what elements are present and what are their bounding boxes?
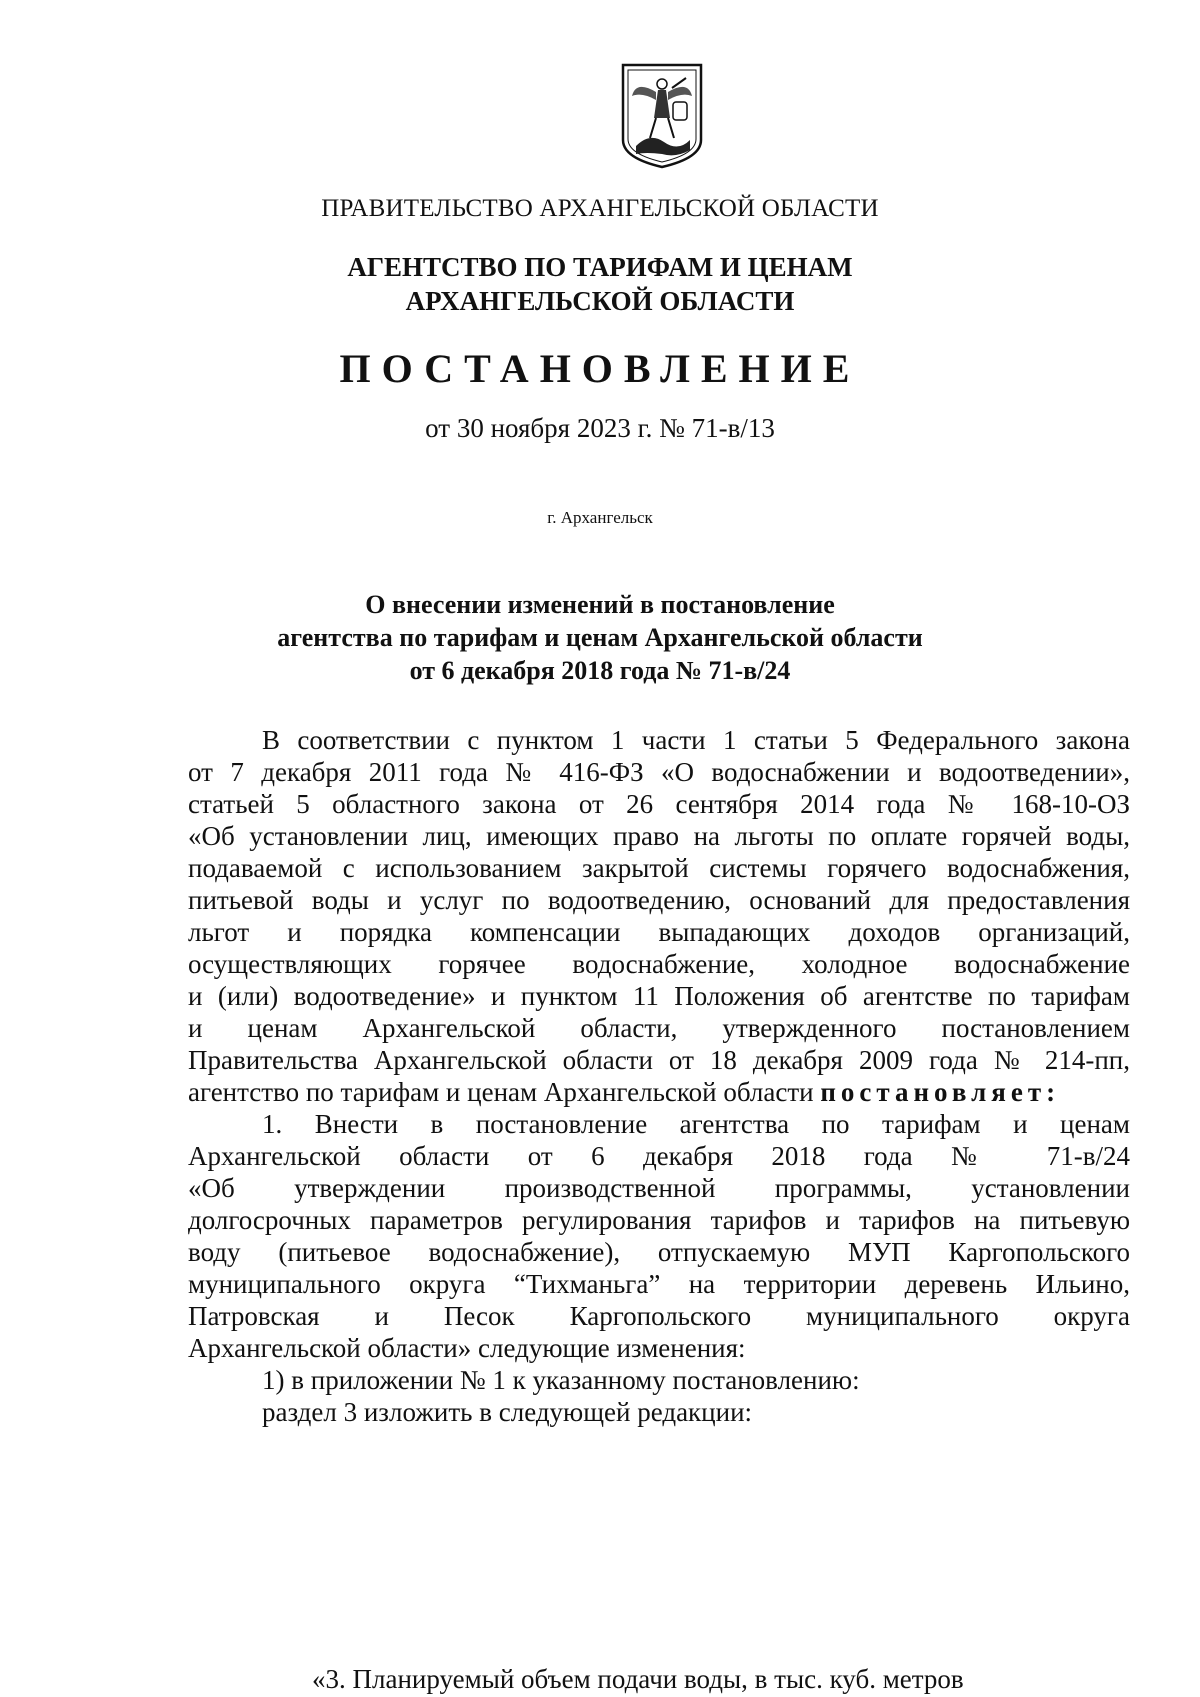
text-line: льгот и порядка компенсации выпадающих доходов организаций,	[188, 917, 1130, 947]
coat-of-arms-emblem	[620, 62, 704, 170]
text-line: 1. Внести в постановление агентства по тарифам и ценам	[262, 1109, 1130, 1139]
section-3-title: «3. Планируемый объем подачи воды, в тыс. куб. метров	[312, 1664, 964, 1694]
text-line: муниципального округа “Тихманьга” на территории деревень Ильино,	[188, 1269, 1130, 1299]
agency-name-line2: АРХАНГЕЛЬСКОЙ ОБЛАСТИ	[405, 286, 795, 316]
agency-name-line1: АГЕНТСТВО ПО ТАРИФАМ И ЦЕНАМ	[347, 252, 853, 282]
text-line: Архангельской области от 6 декабря 2018 года № 71-в/24	[188, 1141, 1130, 1171]
decree-line	[188, 1076, 1130, 1108]
text-line: питьевой воды и услуг по водоотведению, оснований для предоставления	[188, 885, 1130, 915]
text-line: от 7 декабря 2011 года № 416-ФЗ «О водоснабжении и водоотведении»,	[188, 757, 1130, 787]
text-line: статьей 5 областного закона от 26 сентября 2014 года № 168-10-ОЗ	[188, 789, 1130, 819]
text-line: и ценам Архангельской области, утвержденного постановлением	[188, 1013, 1130, 1043]
decree-line-text: агентство по тарифам и ценам Архангельской области	[188, 1077, 814, 1107]
preamble-paragraph	[188, 724, 1130, 1108]
subject-line3: от 6 декабря 2018 года № 71-в/24	[409, 656, 791, 685]
decree-word: постановляет:	[820, 1077, 1061, 1107]
document-city: г. Архангельск	[547, 508, 653, 527]
text-line: «Об утверждении производственной программы, установлении	[188, 1173, 1130, 1203]
text-line: долгосрочных параметров регулирования тарифов и тарифов на питьевую	[188, 1205, 1130, 1235]
subject-line1: О внесении изменений в постановление	[365, 590, 835, 619]
subitem-line: 1) в приложении № 1 к указанному постановлению:	[262, 1365, 860, 1395]
document-type: ПОСТАНОВЛЕНИЕ	[339, 346, 861, 391]
text-line: воду (питьевое водоснабжение), отпускаемую МУП Каргопольского	[188, 1237, 1130, 1267]
text-line: «Об установлении лиц, имеющих право на льготы по оплате горячей воды,	[188, 821, 1130, 851]
government-name: ПРАВИТЕЛЬСТВО АРХАНГЕЛЬСКОЙ ОБЛАСТИ	[321, 195, 879, 222]
document-date-number: от 30 ноября 2023 г. № 71-в/13	[425, 413, 775, 443]
text-line: и (или) водоотведение» и пунктом 11 Положения об агентстве по тарифам	[188, 981, 1130, 1011]
item-1-paragraph	[188, 1108, 1130, 1428]
subitem-line: раздел 3 изложить в следующей редакции:	[262, 1397, 753, 1427]
text-line: осуществляющих горячее водоснабжение, холодное водоснабжение	[188, 949, 1130, 979]
subject-line2: агентства по тарифам и ценам Архангельской области	[277, 623, 923, 652]
text-line: подаваемой с использованием закрытой системы горячего водоснабжения,	[188, 853, 1130, 883]
text-line: Архангельской области» следующие изменения:	[188, 1333, 746, 1363]
text-line: Правительства Архангельской области от 18 декабря 2009 года № 214-пп,	[188, 1045, 1130, 1075]
document-subject	[0, 588, 1200, 687]
text-line: Патровская и Песок Каргопольского муниципального округа	[188, 1301, 1130, 1331]
text-line: В соответствии с пунктом 1 части 1 статьи 5 Федерального закона	[262, 725, 1130, 755]
agency-name	[0, 250, 1200, 318]
